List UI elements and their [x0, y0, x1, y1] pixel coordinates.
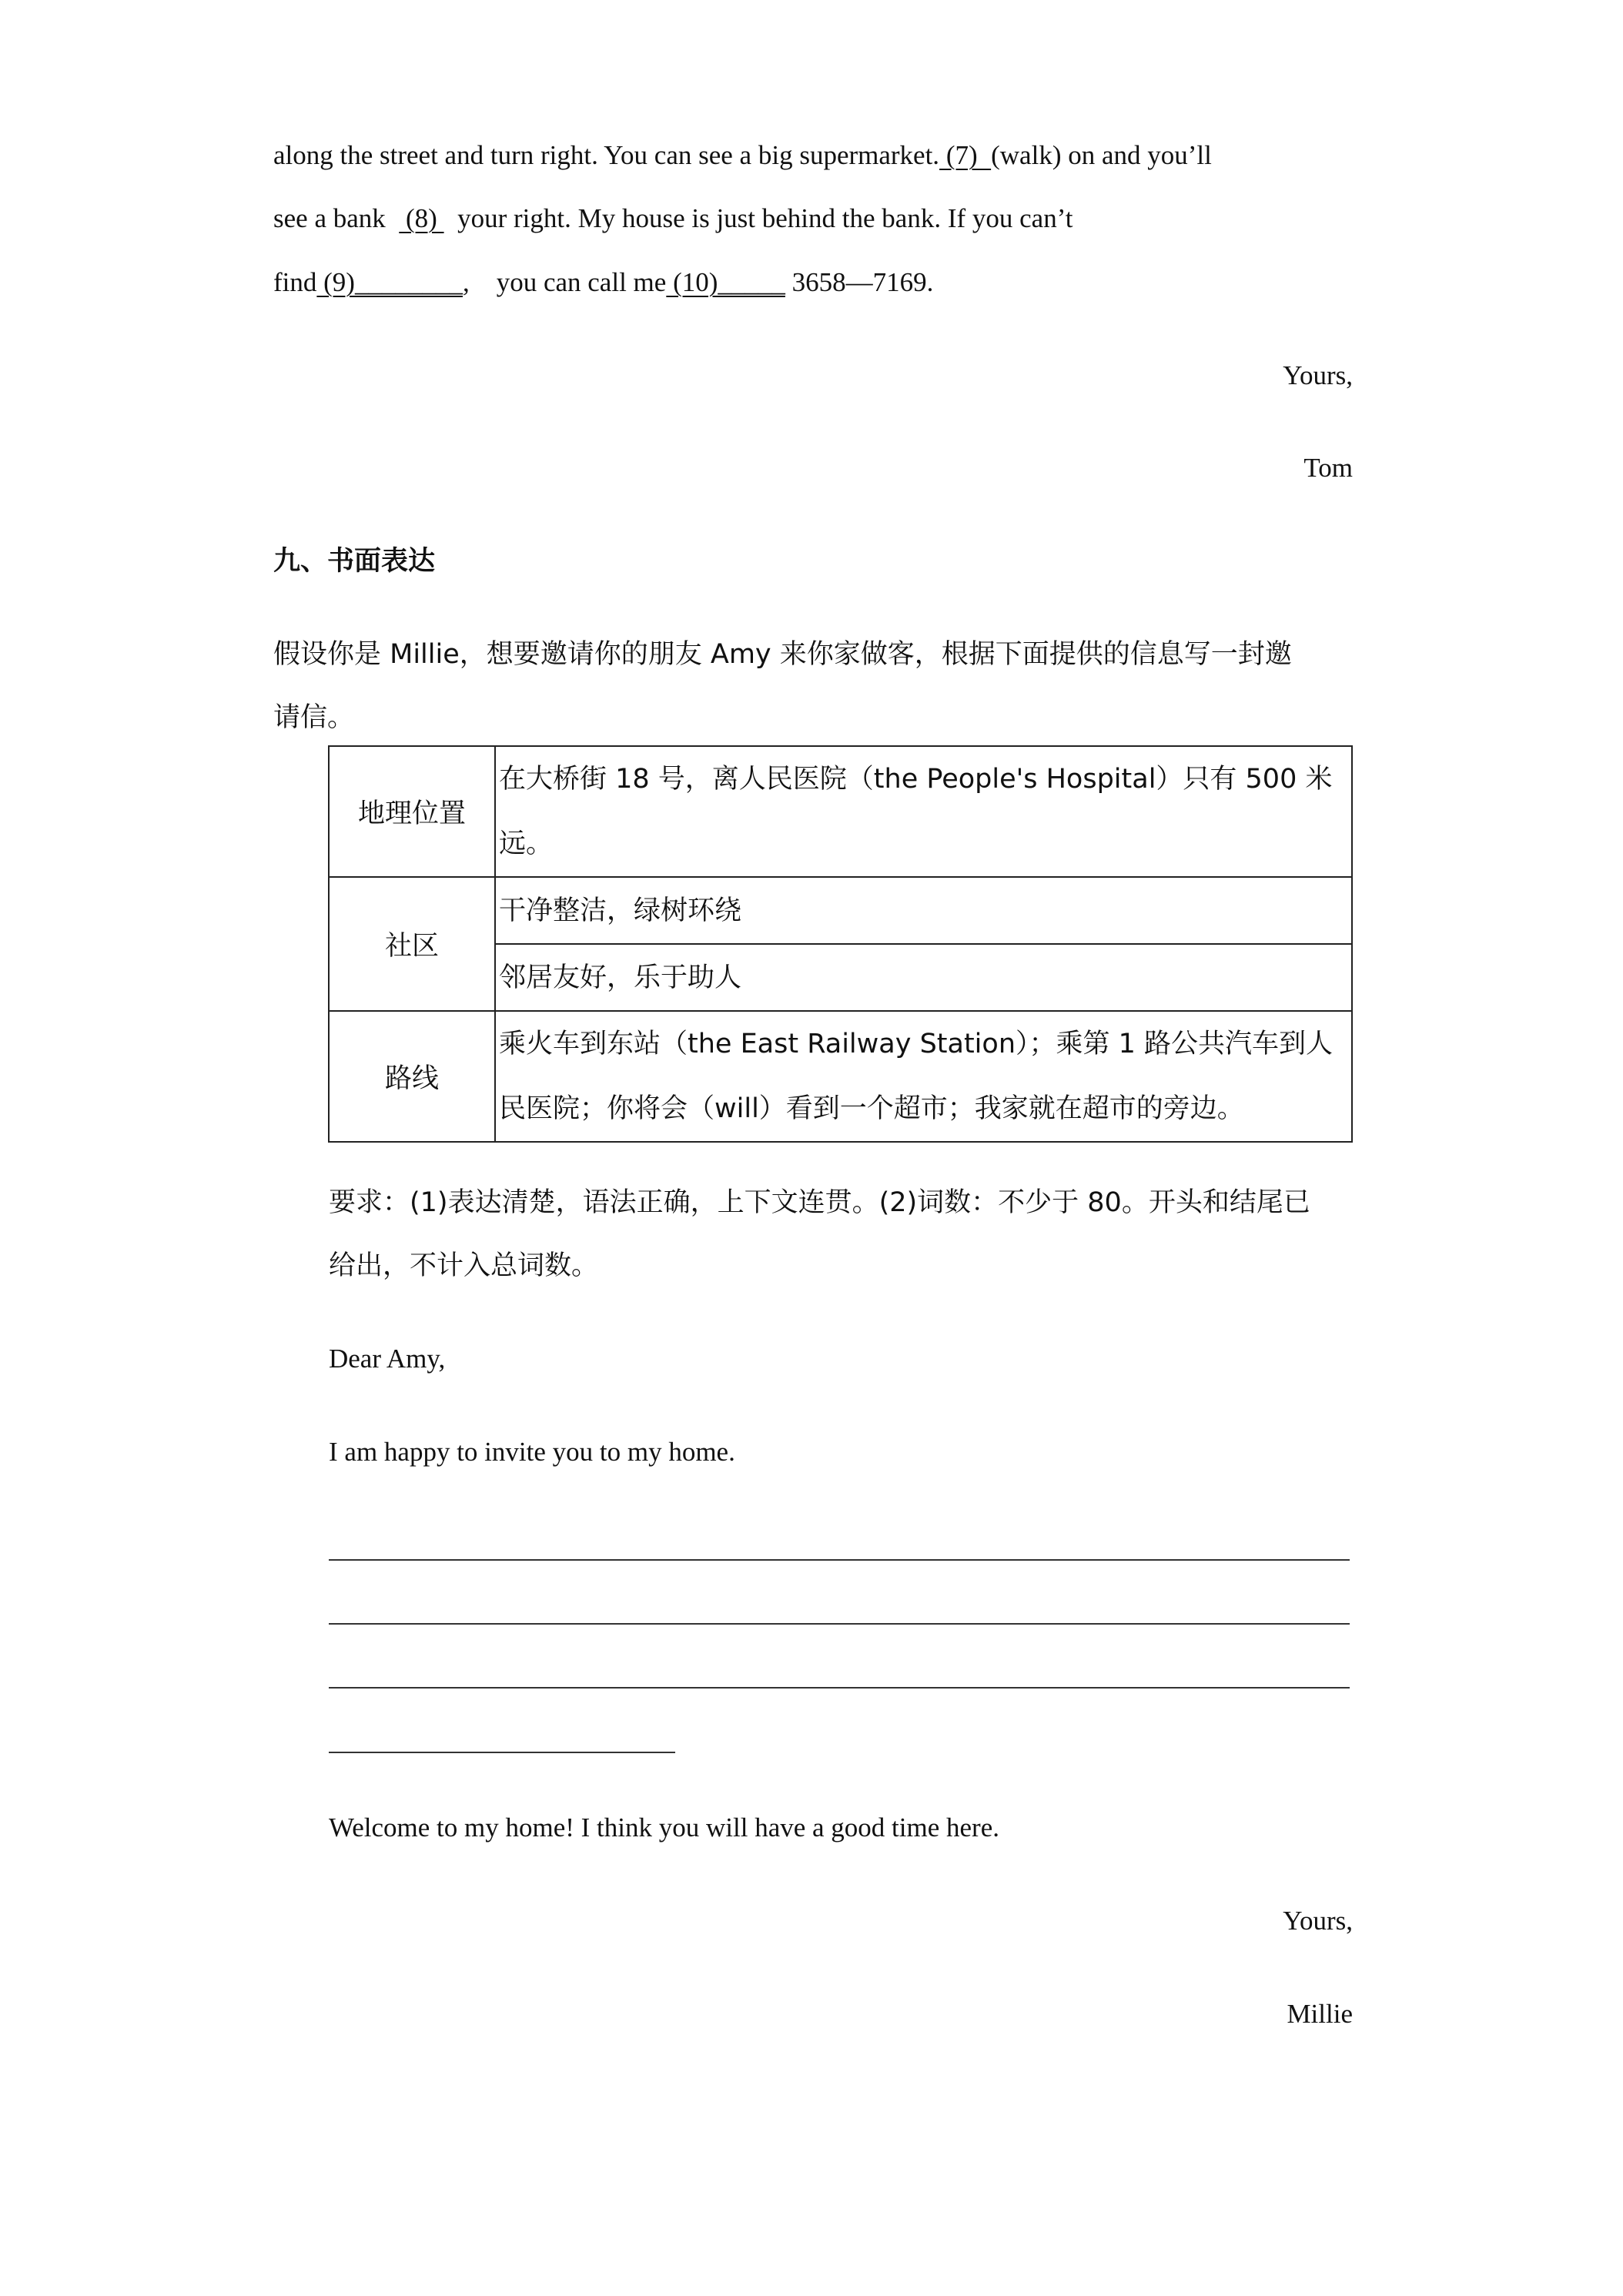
blank-7[interactable]: (7): [939, 140, 992, 170]
table-cell-community-b: 邻居友好，乐于助人: [495, 944, 1352, 1011]
letter2-greeting: Dear Amy,: [329, 1344, 446, 1374]
letter1-closing: Yours,: [1283, 360, 1353, 390]
letter2-signature: Millie: [1287, 1999, 1353, 2029]
requirements-line2: 给出，不计入总词数。: [329, 1250, 599, 1281]
letter1-signature: Tom: [1303, 453, 1353, 483]
requirements-line1: 要求：(1)表达清楚，语法正确，上下文连贯。(2)词数：不少于 80。开头和结尾已: [329, 1187, 1310, 1218]
letter1-line3: find (9)________, you can call me (10)_____ 3658—7169.: [273, 267, 934, 297]
blank-8[interactable]: (8): [399, 203, 444, 233]
writing-line[interactable]: [329, 1687, 1350, 1689]
prompt-line2: 请信。: [273, 702, 355, 733]
table-head-route: 路线: [329, 1011, 495, 1142]
letter2-opening: I am happy to invite you to my home.: [329, 1437, 735, 1467]
table-row-route: [329, 1011, 1352, 1142]
table-row-community-a: [329, 877, 1352, 944]
blank-9[interactable]: (9)________: [316, 267, 463, 297]
prompt-line1: 假设你是 Millie，想要邀请你的朋友 Amy 来你家做客，根据下面提供的信息写一封邀: [273, 639, 1292, 670]
table-cell-location: 在大桥街 18 号，离人民医院（the People's Hospital）只有 500 米 远。: [495, 746, 1352, 877]
letter1-line1: along the street and turn right. You can see a big supermarket. (7) (walk) on and you’ll: [273, 140, 1212, 170]
writing-line[interactable]: [329, 1752, 675, 1753]
letter2-closing: Yours,: [1283, 1906, 1353, 1936]
section-title: 九、书面表达: [273, 546, 436, 577]
table-cell-route: 乘火车到东站（the East Railway Station）；乘第 1 路公共汽车到人 民医院；你将会（will）看到一个超市；我家就在超市的旁边。: [495, 1011, 1352, 1142]
letter1-line2: see a bank (8) your right. My house is just behind the bank. If you can’t: [273, 203, 1073, 233]
table-row-location: [329, 746, 1352, 877]
table-head-community: 社区: [329, 877, 495, 1011]
writing-line[interactable]: [329, 1623, 1350, 1625]
letter2-ending: Welcome to my home! I think you will have a good time here.: [329, 1812, 999, 1842]
table-head-location: 地理位置: [329, 746, 495, 877]
blank-10[interactable]: (10)_____: [666, 267, 785, 297]
info-table: [328, 745, 1353, 1143]
table-cell-community-a: 干净整洁，绿树环绕: [495, 877, 1352, 944]
writing-line[interactable]: [329, 1559, 1350, 1561]
